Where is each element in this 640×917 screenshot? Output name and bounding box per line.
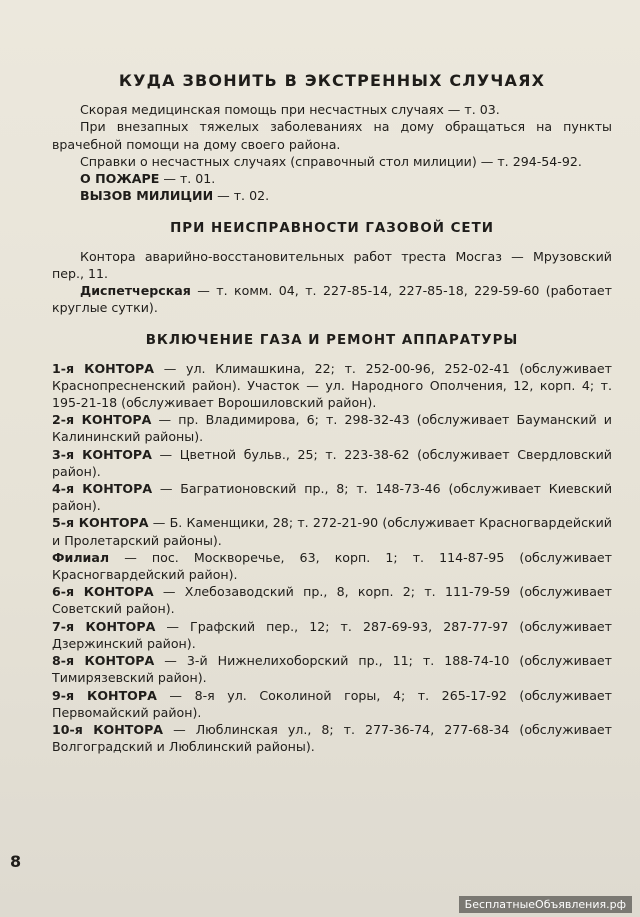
office-details: — пр. Владимирова, 6; т. 298-32-43 (обслуживает Бауманский и Калининский районы). [52, 412, 612, 445]
office-name: Филиал [52, 549, 110, 565]
page-content [52, 72, 612, 759]
gas-office-line: Контора аварийно-восстановительных работ треста Мосгаз — Мрузовский пер., 11. [52, 248, 612, 281]
office-details: — Б. Каменщики, 28; т. 272-21-90 (обслуживает Красногвардейский и Пролетарский районы). [52, 515, 612, 548]
emergency-section [52, 72, 612, 204]
office-name: 3-я КОНТОРА [52, 446, 152, 462]
accident-info-text: Справки о несчастных случаях (справочный стол милиции) — т. 294-54-92. [80, 153, 582, 169]
fire-line [52, 170, 612, 187]
office-details: — Цветной бульв., 25; т. 223-38-62 (обслуживает Свердловский район). [52, 446, 612, 479]
office-name: 8-я КОНТОРА [52, 653, 155, 669]
police-label: ВЫЗОВ МИЛИЦИИ [80, 188, 214, 204]
office-name: 10-я КОНТОРА [52, 721, 164, 737]
office-details: — пос. Москворечье, 63, корп. 1; т. 114-87-95 (обслуживает Красногвардейский район). [52, 549, 612, 583]
office-entry [52, 687, 612, 721]
office-entry [52, 652, 612, 686]
office-name: 9-я КОНТОРА [52, 687, 157, 703]
site-watermark: БесплатныеОбъявления.рф [459, 896, 632, 913]
office-entry [52, 360, 612, 412]
ambulance-line [52, 101, 612, 118]
office-entry [52, 480, 612, 514]
home-care-line [52, 118, 612, 152]
dispatcher-text: — т. комм. 04, т. 227-85-14, 227-85-18, 229-59-60 (работает круглые сутки). [52, 283, 612, 316]
office-details: — Хлебозаводский пр., 8, корп. 2; т. 111-79-59 (обслуживает Советский район). [52, 584, 612, 617]
office-name: 2-я КОНТОРА [52, 412, 152, 428]
office-entry [52, 514, 612, 548]
dispatcher-label: Диспетчерская [80, 283, 191, 299]
fire-phone: — т. 01. [159, 171, 216, 187]
office-entry [52, 583, 612, 617]
office-entry [52, 721, 612, 755]
accident-info-line [52, 153, 612, 170]
office-name: 4-я КОНТОРА [52, 481, 153, 497]
office-entry [52, 446, 612, 480]
ambulance-text: Скорая медицинская помощь при несчастных случаях — т. 03. [80, 102, 500, 118]
dispatcher-line [52, 282, 612, 316]
police-line [52, 187, 612, 204]
emergency-title: КУДА ЗВОНИТЬ В ЭКСТРЕННЫХ СЛУЧАЯХ [118, 71, 546, 90]
office-name: 6-я КОНТОРА [52, 584, 154, 600]
home-care-text: При внезапных тяжелых заболеваниях на дому обращаться на пункты врачебной помощи на дому своего района. [52, 119, 612, 152]
office-details: — 8-я ул. Соколиной горы, 4; т. 265-17-92 (обслуживает Первомайский район). [52, 687, 612, 720]
gas-failure-title: ПРИ НЕИСПРАВНОСТИ ГАЗОВОЙ СЕТИ [170, 221, 494, 237]
fire-label: О ПОЖАРЕ [80, 171, 160, 187]
office-entry [52, 618, 612, 652]
gas-failure-section [52, 220, 612, 316]
office-name: 5-я КОНТОРА [52, 515, 149, 531]
office-details: — 3-й Нижнелихоборский пр., 11; т. 188-74-10 (обслуживает Тимирязевский район). [52, 653, 612, 686]
office-details: — Графский пер., 12; т. 287-69-93, 287-77-97 (обслуживает Дзержинский район). [52, 618, 612, 651]
office-details: — ул. Климашкина, 22; т. 252-00-96, 252-02-41 (обслуживает Краснопресненский район). Участок — ул. Народного Ополчения, 12, корп. 4; т. 195-21-18 (обслуживает Ворошиловский район). [52, 360, 612, 411]
police-phone: — т. 02. [213, 188, 270, 204]
office-name: 7-я КОНТОРА [52, 618, 156, 634]
office-entry [52, 411, 612, 445]
gas-repair-section [52, 332, 612, 755]
page-number: 8 [10, 852, 22, 871]
gas-repair-title: ВКЛЮЧЕНИЕ ГАЗА И РЕМОНТ АППАРАТУРЫ [145, 333, 519, 349]
office-details: — Люблинская ул., 8; т. 277-36-74, 277-68-34 (обслуживает Волгоградский и Люблинский районы). [52, 721, 612, 755]
office-name: 1-я КОНТОРА [52, 360, 154, 376]
office-details: — Багратионовский пр., 8; т. 148-73-46 (обслуживает Киевский район). [52, 481, 612, 514]
office-entry [52, 549, 612, 583]
